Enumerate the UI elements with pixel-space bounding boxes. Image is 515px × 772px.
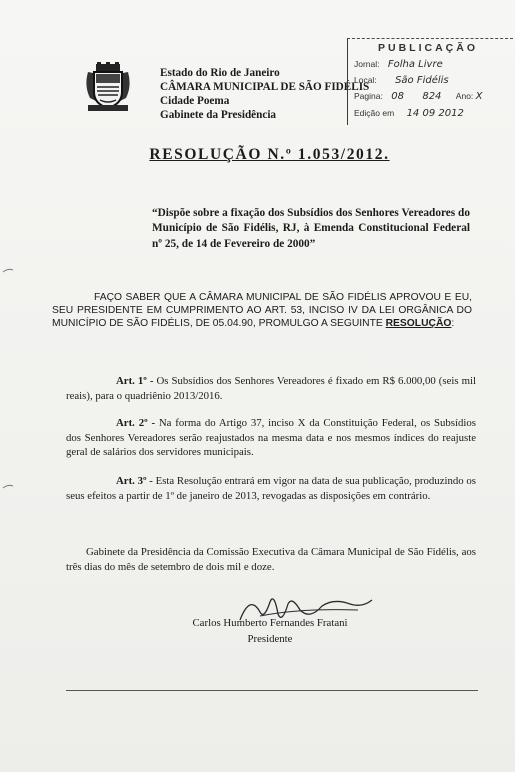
- stamp-edicao-value: 14 09 2012: [406, 108, 464, 119]
- article-3: [66, 474, 476, 503]
- coat-of-arms-icon: [82, 62, 134, 112]
- stamp-pagina-row: [354, 91, 483, 102]
- stamp-edicao-em: em: [382, 108, 395, 118]
- stamp-jornal-row: [354, 59, 443, 70]
- stamp-title: PUBLICAÇÃO: [378, 42, 478, 54]
- article-2-text: Na forma do Artigo 37, inciso X da Constituição Federal, os Subsídios dos Senhores Vereadores serão reajustados na mesma data e nos mesmos índices do reajuste geral de salários dos servidores municipais.: [66, 417, 477, 458]
- article-1-text: Os Subsídios dos Senhores Vereadores é fixado em R$ 6.000,00 (seis mil reais), para o quadriênio 2013/2016.: [66, 375, 476, 402]
- letterhead-state: Estado do Rio de Janeiro: [160, 67, 280, 79]
- footer-divider: [66, 690, 478, 691]
- article-1-label: Art. 1º -: [116, 375, 154, 387]
- letterhead-chamber: CÂMARA MUNICIPAL DE SÃO FIDÉLIS: [160, 81, 370, 93]
- margin-mark: [2, 480, 14, 492]
- stamp-ano-label: Ano:: [455, 91, 474, 101]
- stamp-numero-value: 824: [422, 91, 442, 102]
- resolution-summary: “Dispõe sobre a fixação dos Subsídios dos Senhores Vereadores do Município de São Fidélis, RJ, à Emenda Constitucional Federal nº 25, de 14 de Fevereiro de 2000”: [152, 207, 470, 250]
- stamp-pagina-value: 08: [391, 91, 404, 102]
- stamp-local-row: [354, 75, 449, 86]
- publication-stamp: [347, 38, 513, 125]
- stamp-pagina-label: Pagina:: [354, 91, 383, 101]
- article-3-text: Esta Resolução entrará em vigor na data de sua publicação, produzindo os seus efeitos a partir de 1º de janeiro de 2013, revogadas as disposições em contrário.: [66, 475, 477, 502]
- preamble-end: :: [451, 317, 455, 329]
- preamble: [52, 292, 472, 330]
- letterhead-office: Gabinete da Presidência: [160, 109, 277, 121]
- letterhead-motto: Cidade Poema: [160, 95, 230, 107]
- closing-paragraph: Gabinete da Presidência da Comissão Executiva da Câmara Municipal de São Fidélis, aos três dias do mês de setembro de dois mil e doze.: [66, 546, 476, 573]
- article-3-label: Art. 3º -: [116, 475, 153, 487]
- stamp-local-label: Local:: [354, 75, 377, 85]
- stamp-jornal-label: Jornal:: [354, 59, 380, 69]
- signatory-role: Presidente: [247, 633, 293, 645]
- preamble-bold: RESOLUÇÃO: [385, 317, 452, 329]
- article-1: [66, 374, 476, 403]
- signatory-name: Carlos Humberto Fernandes Fratani: [192, 617, 348, 629]
- preamble-text: FAÇO SABER QUE A CÂMARA MUNICIPAL DE SÃO FIDÉLIS APROVOU E EU, SEU PRESIDENTE EM CUMPRIMENTO AO ART. 53, INCISO IV DA LEI ORGÂNICA DO MUNICÍPIO DE SÃO FIDÉLIS, DE 05.04.90, PROMULGO A SEGUINTE: [52, 292, 472, 329]
- article-2: [66, 416, 476, 460]
- letterhead: [160, 66, 369, 122]
- stamp-edicao-row: [354, 108, 464, 119]
- margin-mark: [2, 264, 14, 276]
- stamp-edicao-label: Edição: [354, 108, 380, 118]
- stamp-jornal-value: Folha Livre: [387, 59, 443, 70]
- resolution-title-text: RESOLUÇÃO N.º 1.053/2012.: [149, 146, 390, 163]
- article-2-label: Art. 2º -: [116, 417, 156, 429]
- stamp-local-value: São Fidélis: [395, 75, 449, 86]
- stamp-ano-value: X: [475, 91, 483, 102]
- resolution-title: [0, 146, 515, 164]
